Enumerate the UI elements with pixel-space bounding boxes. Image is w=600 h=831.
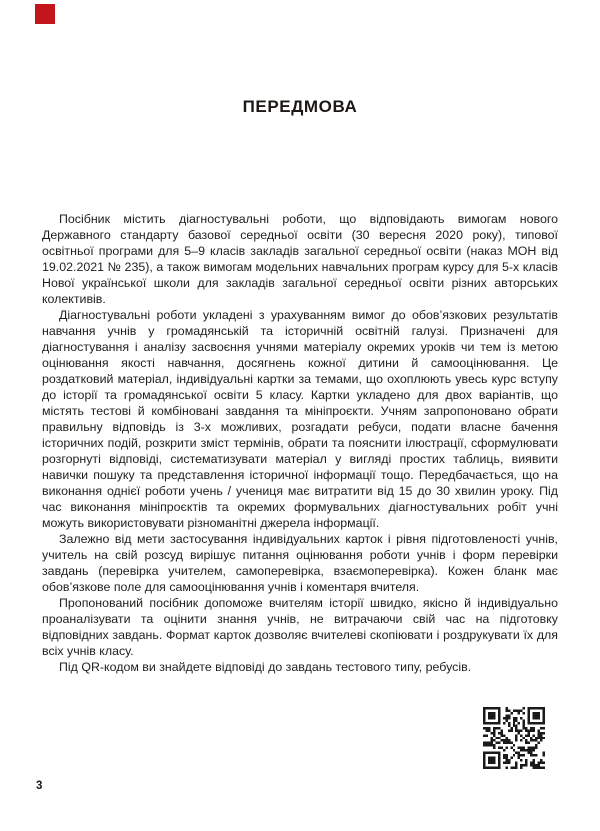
preface-text (42, 211, 558, 675)
paragraph: Діагностувальні роботи укладені з урахуванням вимог до обов’язкових результатів навчання учнів у громадянській та історичній освітній галузі. Призначені для діагностування і аналізу засвоєння учнями матеріалу окремих уроків чи тем із метою оцінювання якості навчання, досягнень кожної дитини й самооцінювання. Це роздатковий матеріал, індивідуальні картки за темами, що охоплюють увесь курс вступу до історії та громадянської освіти 5 класу. Картки укладено для двох варіантів, що містять тестові й комбіновані завдання та мініпроєкти. Учням запропоновано обрати правильну відповідь із 3-х можливих, розгадати ребуси, подати власне бачення історичних подій, розкрити зміст термінів, обрати та пояснити ілюстрації, сформулювати розгорнуті відповіді, систематизувати матеріал у вигляді простих таблиць, виявити навички пошуку та представлення історичної інформації тощо. Передбачається, що на виконання однієї роботи учень / учениця має витратити від 15 до 30 хвилин уроку. Під час виконання мініпроєктів та окремих формувальних діагностувальних робіт учні можуть використовувати різноманітні джерела інформації. (42, 308, 558, 530)
paragraph: Посібник містить діагностувальні роботи, що відповідають вимогам нового Державного стандарту базової середньої освіти (30 вересня 2020 року), типової освітньої програми для 5–9 класів закладів загальної середньої освіти (наказ МОН від 19.02.2021 № 235), а також вимогам модельних навчальних програм курсу для 5-х класів Нової української школи для закладів загальної середньої освіти різних авторських колективів. (42, 212, 558, 306)
page-title: ПЕРЕДМОВА (242, 97, 358, 116)
paragraph: Під QR-кодом ви знайдете відповіді до завдань тестового типу, ребусів. (59, 660, 472, 674)
qr-code (483, 707, 545, 769)
paragraph: Залежно від мети застосування індивідуальних карток і рівня підготовленості учнів, учитель на свій розсуд вирішує питання оцінювання роботи учнів і форм перевірки завдань (перевірка учителем, самоперевірка, взаємоперевірка). Кожен бланк має обов’язкове поле для самооцінювання учнів і коментаря вчителя. (42, 532, 558, 594)
page-number: 3 (36, 780, 43, 792)
paragraph: Пропонований посібник допоможе вчителям історії швидко, якісно й індивідуально проаналізувати та оцінити знання учнів, не витрачаючи свій час на підготовку відповідних завдань. Формат карток дозволяє вчителеві скопіювати і роздрукувати їх для всіх учнів класу. (42, 596, 558, 658)
red-corner-marker (35, 4, 55, 24)
